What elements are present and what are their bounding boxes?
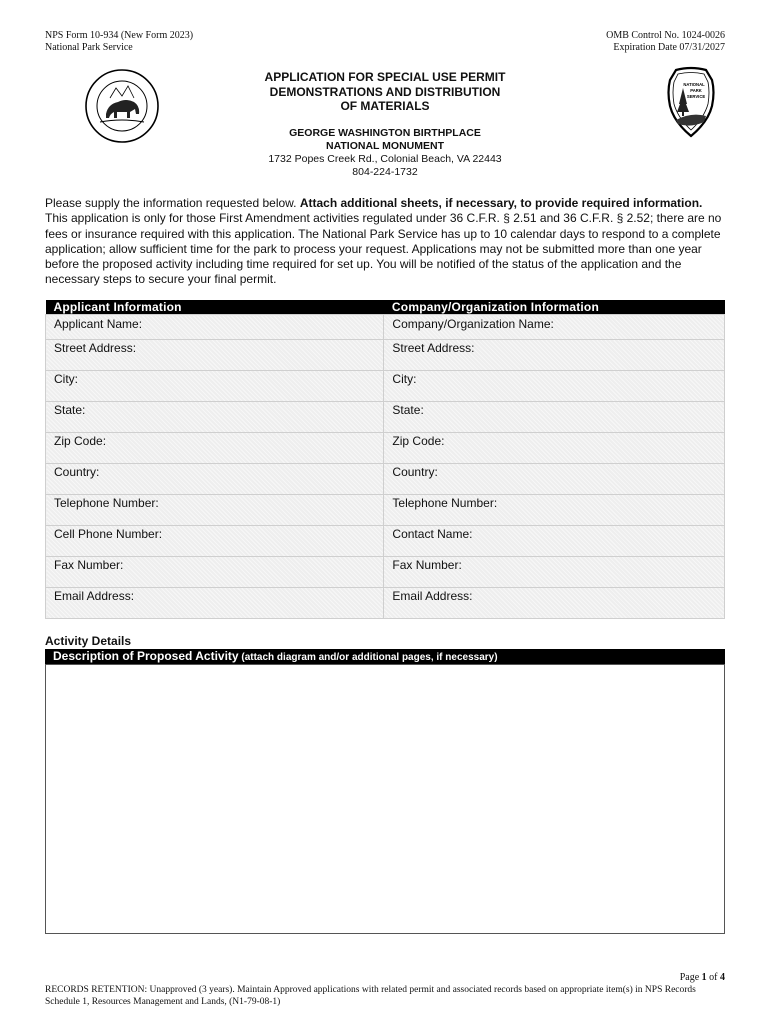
applicant-cell-phone-field[interactable]: Cell Phone Number: [46, 526, 384, 557]
park-info [185, 127, 585, 179]
applicant-zip-field[interactable]: Zip Code: [46, 433, 384, 464]
company-state-field[interactable]: State: [384, 402, 725, 433]
page-total: 4 [720, 972, 725, 983]
company-email-field[interactable]: Email Address: [384, 588, 725, 619]
instructions-paragraph [45, 196, 727, 288]
form-header-right [606, 30, 725, 54]
title-line-2: DEMONSTRATIONS AND DISTRIBUTION [269, 84, 501, 99]
park-phone: 804-224-1732 [352, 166, 418, 178]
svg-text:SERVICE: SERVICE [686, 94, 706, 99]
park-address: 1732 Popes Creek Rd., Colonial Beach, VA 22443 [268, 153, 502, 165]
company-country-field[interactable]: Country: [384, 464, 725, 495]
park-name-line-1: GEORGE WASHINGTON BIRTHPLACE [289, 127, 481, 139]
applicant-street-field[interactable]: Street Address: [46, 340, 384, 371]
title-line-1: APPLICATION FOR SPECIAL USE PERMIT [264, 70, 506, 84]
svg-text:PARK: PARK [690, 88, 702, 93]
instructions-part-2: This application is only for those First Amendment activities regulated under 36 C.F.R. § 2.51 and 36 C.F.R. § 2.52; there are no fees or insurance required with this application. The National Park Service has up to 10 calendar days to respond to a complete application; allow sufficient time for the park to process your request. Applications may not be submitted more than one year before the proposed activity including time required for set up. You will be notified of the status of the application and the necessary steps to secure your final permit. [45, 211, 722, 287]
company-contact-name-field[interactable]: Contact Name: [384, 526, 725, 557]
nps-arrowhead-logo [666, 66, 716, 138]
instructions-part-1: Please supply the information requested below. [45, 196, 300, 210]
page-of: of [706, 972, 720, 983]
activity-description-hint: (attach diagram and/or additional pages, if necessary) [238, 652, 498, 663]
activity-description-textarea[interactable] [45, 664, 725, 934]
applicant-email-field[interactable]: Email Address: [46, 588, 384, 619]
applicant-name-field[interactable]: Applicant Name: [46, 315, 384, 340]
form-title [185, 70, 585, 114]
company-fax-field[interactable]: Fax Number: [384, 557, 725, 588]
applicant-country-field[interactable]: Country: [46, 464, 384, 495]
park-name-line-2: NATIONAL MONUMENT [325, 140, 445, 152]
instructions-bold: Attach additional sheets, if necessary, to provide required information. [299, 196, 703, 210]
applicant-fax-field[interactable]: Fax Number: [46, 557, 384, 588]
company-street-field[interactable]: Street Address: [384, 340, 725, 371]
doi-seal-logo [84, 68, 160, 144]
applicant-info-heading: Applicant Information [46, 300, 384, 315]
applicant-state-field[interactable]: State: [46, 402, 384, 433]
records-retention-note: RECORDS RETENTION: Unapproved (3 years). Maintain Approved applications with related permit and associated records based on appropriate item(s) in NPS Records Schedule 1, Resources Management and Lands, (N1-79-08-1) [45, 985, 696, 1007]
activity-description-header [45, 649, 725, 664]
page-current: 1 [701, 972, 707, 983]
page-number [680, 972, 725, 983]
contact-info-table [45, 300, 725, 619]
company-name-field[interactable]: Company/Organization Name: [384, 315, 725, 340]
agency-name: National Park Service [45, 42, 133, 53]
title-line-3: OF MATERIALS [340, 99, 430, 113]
company-zip-field[interactable]: Zip Code: [384, 433, 725, 464]
page-label: Page [679, 972, 702, 983]
company-city-field[interactable]: City: [384, 371, 725, 402]
company-info-heading: Company/Organization Information [384, 300, 725, 315]
omb-control-number: OMB Control No. 1024-0026 [606, 30, 725, 41]
form-number: NPS Form 10-934 (New Form 2023) [45, 30, 194, 41]
applicant-telephone-field[interactable]: Telephone Number: [46, 495, 384, 526]
form-header-left [45, 30, 193, 54]
expiration-date: Expiration Date 07/31/2027 [613, 42, 725, 53]
activity-description-label: Description of Proposed Activity [53, 649, 239, 663]
company-telephone-field[interactable]: Telephone Number: [384, 495, 725, 526]
applicant-city-field[interactable]: City: [46, 371, 384, 402]
activity-details-heading: Activity Details [45, 634, 132, 648]
svg-text:NATIONAL: NATIONAL [683, 82, 705, 87]
